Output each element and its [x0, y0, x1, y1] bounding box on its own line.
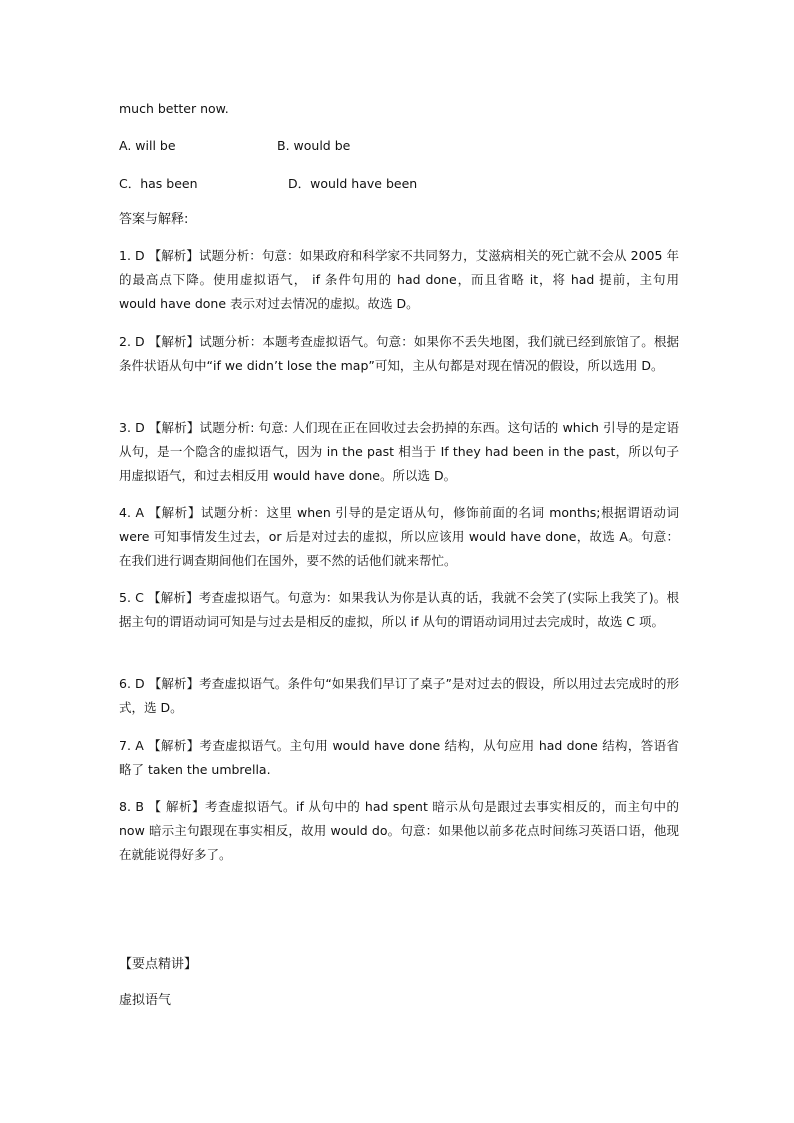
answer-3: 3. D 【解析】试题分析: 句意: 人们现在正在回收过去会扔掉的东西。这句话的 which 引导的是定语从句，是一个隐含的虚拟语气，因为 in the past 相当于 If they had been in the past，所以句子用虚拟语气，和过去相反用 would have done。所以选 D。 [119, 420, 679, 483]
option-d: D．would have been [288, 176, 418, 191]
option-c: C．has been [119, 176, 198, 191]
answer-2: 2. D 【解析】试题分析：本题考查虚拟语气。句意：如果你不丢失地图，我们就已经到旅馆了。根据条件状语从句中“if we didn’t lose the map”可知，主从句都是对现在情况的假设，所以选用 D。 [119, 334, 679, 373]
answer-1: 1. D 【解析】试题分析：句意：如果政府和科学家不共同努力，艾滋病相关的死亡就不会从 2005 年的最高点下降。使用虚拟语气， if 条件句用的 had done，而且省略 it，将 had 提前，主句用 would have done 表示对过去情况的虚拟。故选 D。 [119, 248, 679, 311]
answer-8: 8. B 【 解析】考查虚拟语气。if 从句中的 had spent 暗示从句是跟过去事实相反的，而主句中的 now 暗示主句跟现在事实相反，故用 would do。句意：如果他以前多花点时间练习英语口语，他现在就能说得好多了。 [119, 799, 679, 862]
answer-6: 6. D 【解析】考查虚拟语气。条件句“如果我们早订了桌子”是对过去的假设，所以用过去完成时的形式，选 D。 [119, 676, 679, 715]
option-b: B. would be [277, 138, 351, 153]
answer-4: 4. A 【解析】试题分析：这里 when 引导的是定语从句，修饰前面的名词 months;根据谓语动词 were 可知事情发生过去，or 后是对过去的虚拟，所以应该用 would have done，故选 A。句意：在我们进行调查期间他们在国外，要不然的话他们就来帮忙。 [119, 505, 679, 568]
question-stem-tail: much better now. [119, 101, 229, 116]
answers-heading: 答案与解释: [119, 212, 189, 227]
answer-7: 7. A 【解析】考查虚拟语气。主句用 would have done 结构，从句应用 had done 结构，答语省略了 taken the umbrella. [119, 738, 679, 777]
section-heading: 【要点精讲】 [119, 957, 198, 972]
section-subheading: 虚拟语气 [119, 993, 172, 1008]
option-a: A. will be [119, 138, 176, 153]
answer-5: 5. C 【解析】考查虚拟语气。句意为：如果我认为你是认真的话，我就不会笑了(实际上我笑了)。根据主句的谓语动词可知是与过去是相反的虚拟，所以 if 从句的谓语动词用过去完成时，故选 C 项。 [119, 590, 679, 629]
